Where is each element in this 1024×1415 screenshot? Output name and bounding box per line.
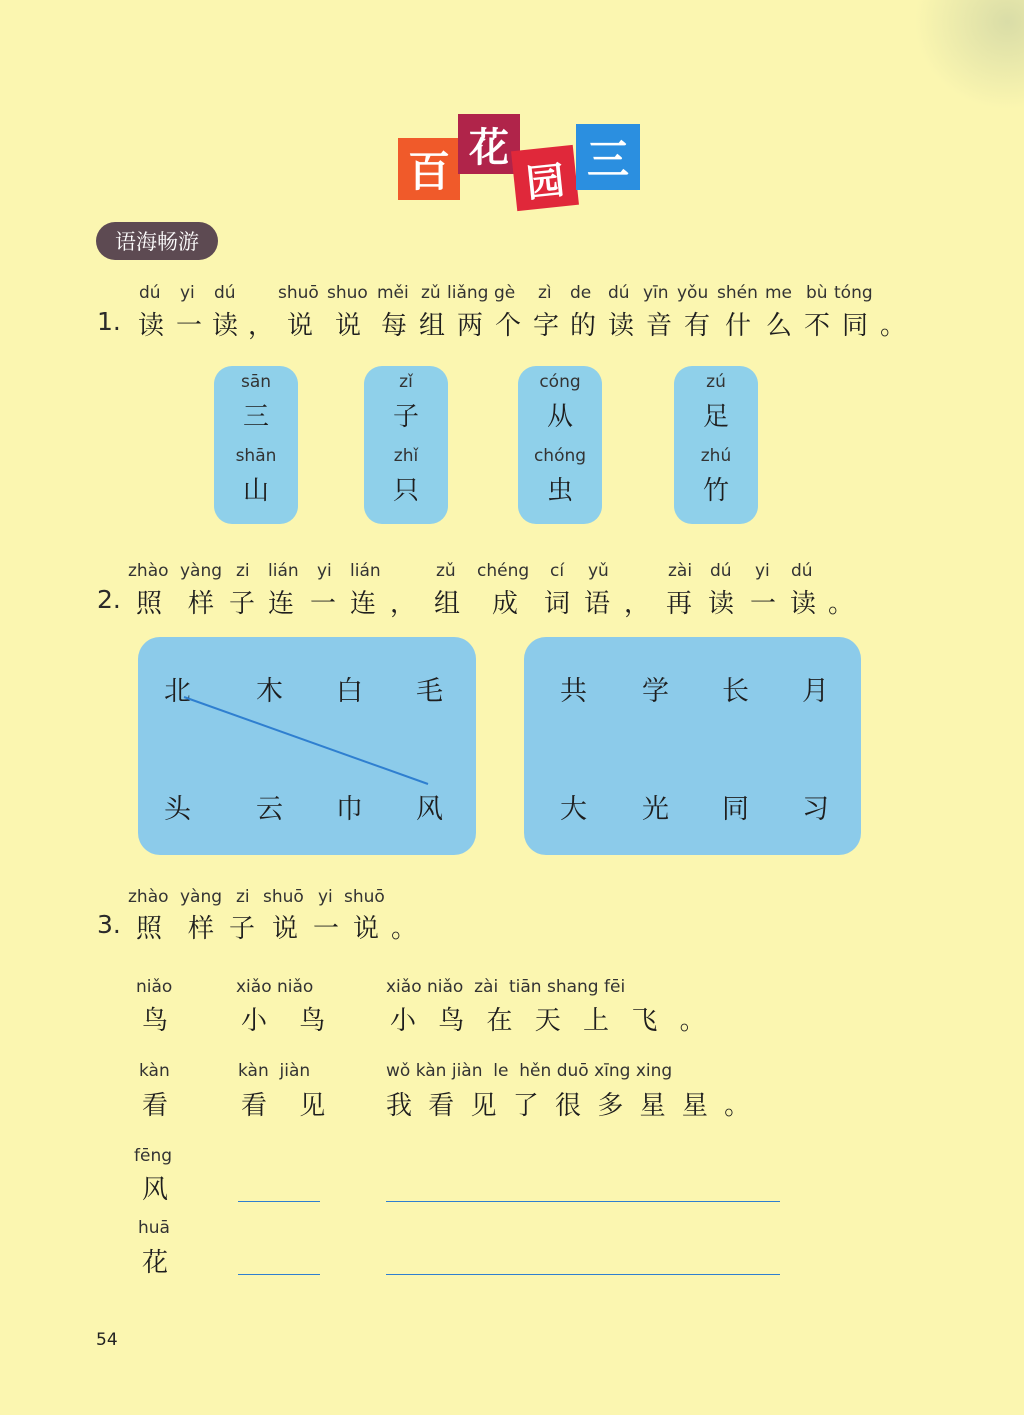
q3-sentence: 3. 照 样 子 说 一 说 。 (97, 910, 418, 944)
row-pinyin: fēng (134, 1146, 173, 1166)
matching-panel-right (524, 637, 861, 855)
page-number: 54 (96, 1330, 118, 1350)
q1-pinyin-row: dú yi dú shuō shuo měi zǔ liǎng gè zì de dú yīn yǒu shén me bù tóng (139, 283, 873, 303)
row-pinyin: kàn jiàn (238, 1061, 311, 1081)
title-block-3: 园 (511, 145, 579, 211)
title-block-1: 百 (398, 138, 460, 200)
row-sentence: 我 看 见 了 很 多 星 星 。 (386, 1091, 755, 1121)
match-char[interactable]: 光 (642, 794, 669, 825)
corner-decoration (914, 0, 1024, 110)
q2-pinyin-row: zhào yàng zi lián yi lián zǔ chéng cí yǔ zài dú yi dú (128, 561, 813, 581)
match-char[interactable]: 大 (560, 794, 587, 825)
match-char[interactable]: 学 (642, 676, 669, 707)
match-char[interactable]: 云 (256, 794, 283, 825)
row-char: 风 (142, 1175, 169, 1205)
row-pinyin: niǎo (136, 977, 173, 997)
word-blank-line[interactable] (238, 1274, 320, 1275)
sentence-blank-line[interactable] (386, 1201, 780, 1202)
row-word: 看 见 (241, 1091, 338, 1121)
char-card: zǐ 子 zhǐ 只 (364, 366, 448, 524)
match-char[interactable]: 木 (256, 676, 283, 707)
match-char[interactable]: 习 (802, 794, 829, 825)
match-char[interactable]: 月 (802, 676, 829, 707)
title-block-2: 花 (458, 114, 520, 174)
match-char[interactable]: 毛 (416, 676, 443, 707)
match-char[interactable]: 白 (336, 676, 363, 707)
char-card: sān 三 shān 山 (214, 366, 298, 524)
match-char[interactable]: 同 (722, 794, 749, 825)
match-char[interactable]: 风 (416, 794, 443, 825)
char-card: zú 足 zhú 竹 (674, 366, 758, 524)
row-pinyin: xiǎo niǎo (236, 977, 314, 997)
char-card: cóng 从 chóng 虫 (518, 366, 602, 524)
example-connecting-line (138, 637, 476, 855)
q2-sentence: 2. 照 样 子 连 一 连 ， 组 成 词 语 ， 再 读 一 读 。 (97, 585, 855, 619)
row-char: 看 (142, 1091, 169, 1121)
row-pinyin: kàn (139, 1061, 170, 1081)
q1-sentence: 1. 读 一 读 ， 说 说 每 组 两 个 字 的 读 音 有 什 么 不 同 。 (97, 307, 907, 341)
match-char[interactable]: 共 (560, 676, 587, 707)
matching-panel-left (138, 637, 476, 855)
section-label: 语海畅游 (96, 222, 218, 260)
row-word: 小 鸟 (241, 1006, 338, 1036)
row-char: 花 (142, 1248, 169, 1278)
row-char: 鸟 (142, 1006, 169, 1036)
sentence-blank-line[interactable] (386, 1274, 780, 1275)
row-pinyin: huā (138, 1218, 170, 1238)
row-pinyin: wǒ kàn jiàn le hěn duō xīng xing (386, 1061, 673, 1081)
row-pinyin: xiǎo niǎo zài tiān shang fēi (386, 977, 626, 997)
row-sentence: 小 鸟 在 天 上 飞 。 (390, 1006, 713, 1036)
match-char[interactable]: 长 (722, 676, 749, 707)
word-blank-line[interactable] (238, 1201, 320, 1202)
title-block-4: 三 (576, 124, 640, 190)
match-char[interactable]: 巾 (336, 794, 363, 825)
match-char[interactable]: 北 (164, 676, 191, 707)
match-char[interactable]: 头 (164, 794, 191, 825)
page-title (396, 108, 656, 218)
q3-pinyin-row: zhào yàng zi shuō yi shuō (128, 887, 385, 907)
